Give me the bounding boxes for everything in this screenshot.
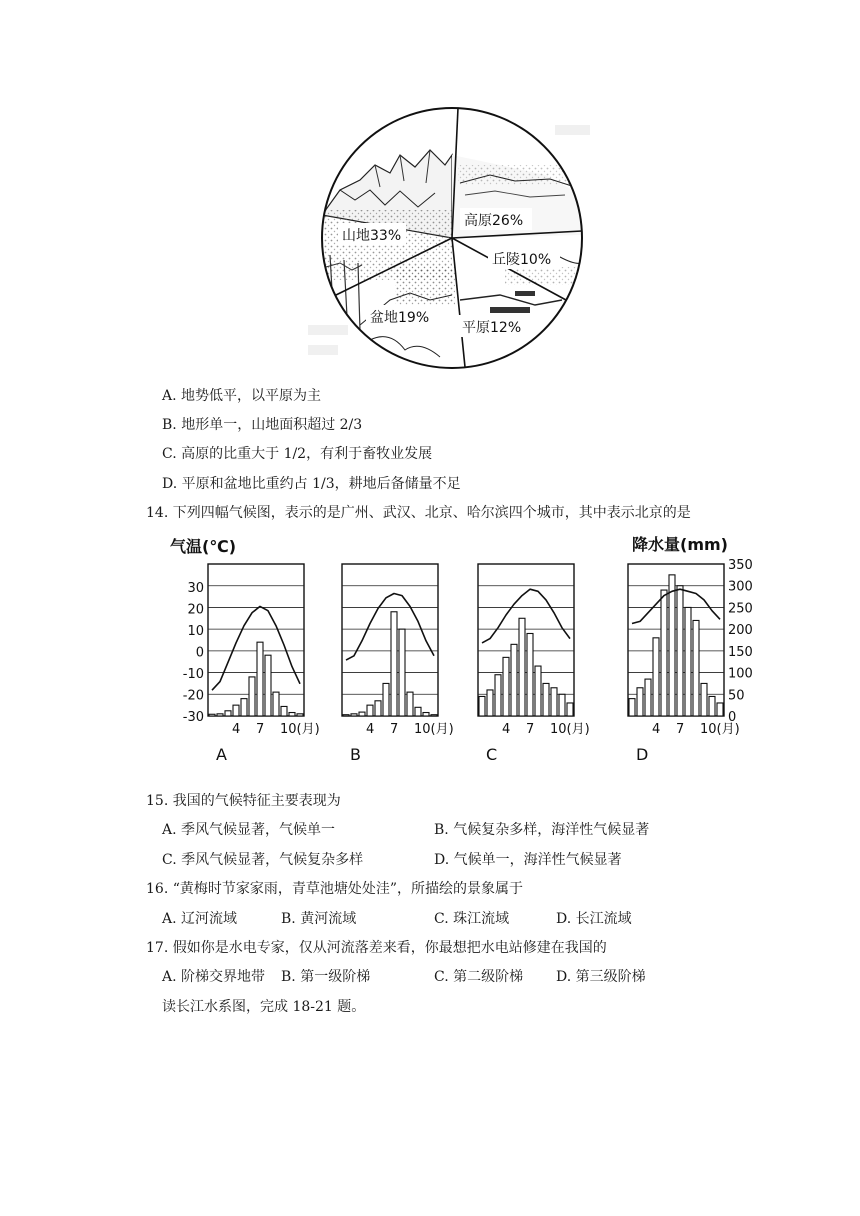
q13-option-b: B. 地形单一，山地面积超过 2/3 [162, 417, 363, 433]
q13-option-d: D. 平原和盆地比重约占 1/3，耕地后备储量不足 [162, 476, 461, 492]
precip-bar [257, 642, 263, 716]
panel-label: C [486, 745, 498, 764]
precip-bar [487, 690, 493, 716]
precip-bar [519, 618, 525, 716]
precip-bar [423, 713, 429, 716]
reading-instruction: 读长江水系图，完成 18-21 题。 [162, 999, 366, 1015]
panel-label: B [350, 745, 361, 764]
q13-option-c: C. 高原的比重大于 1/2，有利于畜牧业发展 [162, 446, 433, 462]
temp-tick-label: -20 [182, 688, 204, 704]
precip-bar [281, 706, 287, 716]
q17-option-c: C. 第二级阶梯 [434, 969, 524, 985]
climate-panel-C [478, 564, 590, 764]
precip-bar [265, 655, 271, 716]
precip-bar [273, 692, 279, 716]
q15-option-a: A. 季风气候显著，气候单一 [162, 822, 336, 838]
q16-option-a: A. 辽河流域 [162, 911, 238, 927]
month-tick-label: 4 [232, 722, 241, 737]
panel-label: D [636, 745, 649, 764]
precip-bar [567, 703, 573, 716]
precip-bar [685, 607, 691, 716]
pie-label-basin: 盆地19% [370, 310, 430, 326]
q16-option-d: D. 长江流域 [556, 911, 632, 927]
precip-bar [511, 644, 517, 716]
precip-bar [693, 620, 699, 716]
pie-label-plains: 平原12% [462, 320, 522, 336]
temperature-axis-label: 气温(℃) [170, 537, 237, 556]
precip-tick-label: 50 [728, 688, 745, 704]
precip-bar [677, 586, 683, 716]
climate-panel-A [208, 564, 320, 764]
precip-tick-label: 150 [728, 644, 753, 660]
precipitation-axis-label: 降水量(mm) [632, 535, 728, 554]
precip-bar [343, 715, 349, 716]
temp-tick-label: -30 [182, 710, 204, 725]
precip-bar [551, 688, 557, 716]
q17-option-d: D. 第三级阶梯 [556, 969, 646, 985]
precip-bar [503, 657, 509, 716]
q14-stem: 14. 下列四幅气候图，表示的是广州、武汉、北京、哈尔滨四个城市，其中表示北京的是 [146, 505, 691, 521]
q16-stem: 16. “黄梅时节家家雨，青草池塘处处洼”，所描绘的景象属于 [146, 881, 524, 897]
precip-tick-label: 250 [728, 601, 753, 617]
month-tick-label: 7 [256, 722, 265, 737]
precip-bar [289, 713, 295, 716]
precip-bar [717, 703, 723, 716]
precip-bar [669, 575, 675, 716]
q15-option-b: B. 气候复杂多样，海洋性气候显著 [434, 822, 650, 838]
precip-bar [559, 694, 565, 716]
precip-bar [359, 712, 365, 716]
precip-bar [249, 677, 255, 716]
month-tick-label: 4 [652, 722, 661, 737]
month-tick-label: 10(月) [550, 722, 590, 737]
precip-bar [535, 666, 541, 716]
terrain-pie-figure [300, 95, 600, 380]
pie-label-hills: 丘陵10% [492, 252, 552, 268]
precip-bar [375, 701, 381, 716]
precip-bar [383, 683, 389, 716]
temp-tick-label: 0 [195, 645, 204, 661]
temperature-ticks [183, 581, 204, 725]
precip-bar [543, 683, 549, 716]
precip-bar [217, 714, 223, 716]
precip-bar [407, 692, 413, 716]
month-tick-label: 10(月) [700, 722, 740, 737]
precip-bar [629, 699, 635, 716]
temp-tick-label: -10 [182, 667, 204, 682]
precip-bar [391, 612, 397, 716]
precip-bar [297, 714, 303, 716]
precip-bar [225, 711, 231, 716]
precip-bar [415, 707, 421, 716]
precip-bar [399, 629, 405, 716]
precipitation-ticks [728, 558, 753, 725]
precip-bar [351, 714, 357, 716]
precip-bar [495, 675, 501, 716]
q17-option-a: A. 阶梯交界地带 [162, 969, 266, 985]
q16-option-b: B. 黄河流域 [281, 911, 357, 927]
precip-tick-label: 200 [728, 623, 753, 639]
q15-stem: 15. 我国的气候特征主要表现为 [146, 793, 341, 809]
precip-bar [637, 688, 643, 716]
month-tick-label: 7 [390, 722, 399, 737]
q13-option-a: A. 地势低平，以平原为主 [162, 388, 322, 404]
precip-bar [367, 705, 373, 716]
panel-label: A [216, 745, 227, 764]
pie-label-mountain: 山地33% [342, 228, 402, 244]
temp-tick-label: 20 [187, 602, 204, 618]
climate-panels [208, 564, 740, 764]
climate-panel-B [342, 564, 454, 764]
climate-panel-D [628, 564, 740, 764]
panel-frame [208, 564, 304, 716]
precip-bar [527, 633, 533, 716]
q16-option-c: C. 珠江流域 [434, 911, 510, 927]
climate-charts [160, 532, 780, 772]
precip-bar [653, 638, 659, 716]
precip-tick-label: 300 [728, 579, 753, 595]
precip-bar [431, 715, 437, 716]
pie-label-plateau: 高原26% [464, 213, 524, 229]
q17-stem: 17. 假如你是水电专家，仅从河流落差来看，你最想把水电站修建在我国的 [146, 940, 607, 956]
q17-option-b: B. 第一级阶梯 [281, 969, 371, 985]
month-tick-label: 7 [526, 722, 535, 737]
precip-bar [661, 590, 667, 716]
q15-option-c: C. 季风气候显著，气候复杂多样 [162, 852, 364, 868]
precip-bar [701, 683, 707, 716]
precip-tick-label: 350 [728, 558, 753, 573]
precip-tick-label: 0 [728, 710, 737, 725]
panel-frame [342, 564, 438, 716]
precip-bar [233, 705, 239, 716]
month-tick-label: 10(月) [280, 722, 320, 737]
q15-option-d: D. 气候单一，海洋性气候显著 [434, 852, 622, 868]
temp-tick-label: 10 [187, 624, 204, 639]
temp-tick-label: 30 [187, 581, 204, 596]
precip-bar [479, 696, 485, 716]
precip-bar [709, 696, 715, 716]
month-tick-label: 7 [676, 722, 685, 737]
precip-tick-label: 100 [728, 666, 753, 682]
precip-bar [209, 714, 215, 716]
precip-bar [645, 679, 651, 716]
month-tick-label: 4 [502, 722, 511, 737]
month-tick-label: 4 [366, 722, 375, 737]
month-tick-label: 10(月) [414, 722, 454, 737]
precip-bar [241, 699, 247, 716]
